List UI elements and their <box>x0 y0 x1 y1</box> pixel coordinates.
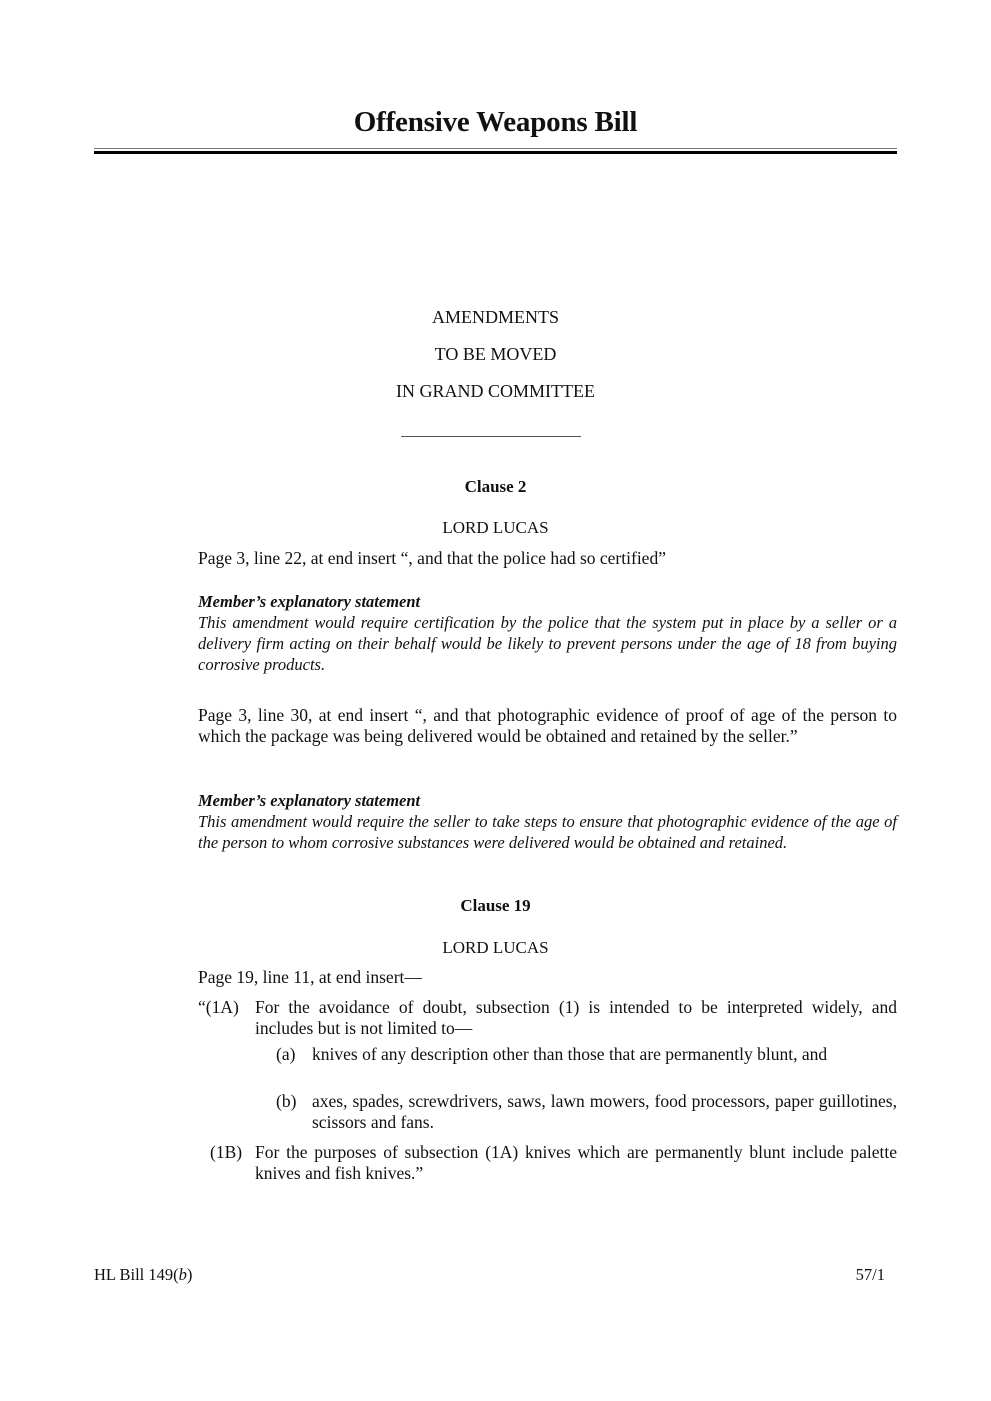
clause-heading: Clause 2 <box>464 477 527 496</box>
subsection-label: “(1A) <box>198 997 239 1017</box>
heading-to-be-moved: TO BE MOVED <box>434 344 557 364</box>
heading-grand-committee: IN GRAND COMMITTEE <box>396 381 595 401</box>
explanatory-statement: This amendment would require certification by the police that the system put in place by a seller or a delivery firm acting on their behalf would be likely to prevent persons under the age of 18 from buying corrosive products. <box>198 613 897 674</box>
list-item-b <box>276 1091 897 1133</box>
amendment-text: Page 3, line 30, at end insert “, and that photographic evidence of proof of age of the person to which the package was being delivered would be obtained and retained by the seller.” <box>198 705 897 746</box>
member-name: LORD LUCAS <box>442 938 549 957</box>
heading-amendments: AMENDMENTS <box>431 307 559 327</box>
page-reference: 57/1 <box>855 1265 885 1284</box>
bill-ref-prefix: HL Bill 149( <box>94 1265 179 1284</box>
explanatory-statement: This amendment would require the seller to take steps to ensure that photographic evidence of the age of the person to whom corrosive substances were delivered would be obtained and retained. <box>198 812 897 852</box>
list-item-text: knives of any description other than those that are permanently blunt, and <box>312 1044 828 1064</box>
subsection-text: For the purposes of subsection (1A) knives which are permanently blunt include palette knives and fish knives.” <box>255 1142 897 1183</box>
list-item-a <box>276 1044 897 1065</box>
explanatory-statement-heading: Member’s explanatory statement <box>198 791 421 810</box>
explanatory-statement-heading: Member’s explanatory statement <box>198 592 421 611</box>
list-item-label: (a) <box>276 1044 296 1064</box>
clause-heading: Clause 19 <box>460 896 531 915</box>
subsection-label: (1B) <box>210 1142 243 1162</box>
list-item-text: axes, spades, screwdrivers, saws, lawn mowers, food processors, paper guillotines, scissors and fans. <box>312 1091 897 1132</box>
bill-reference <box>94 1265 192 1285</box>
document-title: Offensive Weapons Bill <box>353 106 638 138</box>
subsection-text: For the avoidance of doubt, subsection (1) is intended to be interpreted widely, and includes but is not limited to— <box>255 997 897 1038</box>
list-item-label: (b) <box>276 1091 297 1111</box>
amendment-text: Page 19, line 11, at end insert— <box>198 967 422 987</box>
section-divider <box>401 436 581 437</box>
title-rule-thick <box>94 151 897 154</box>
subsection-1b <box>210 1142 897 1184</box>
title-rule-thin <box>94 148 897 149</box>
bill-ref-suffix: ) <box>186 1265 193 1284</box>
member-name: LORD LUCAS <box>442 518 549 537</box>
subsection-1a <box>198 997 897 1039</box>
amendment-text: Page 3, line 22, at end insert “, and that the police had so certified” <box>198 548 666 568</box>
bill-ref-letter: b <box>178 1265 187 1284</box>
